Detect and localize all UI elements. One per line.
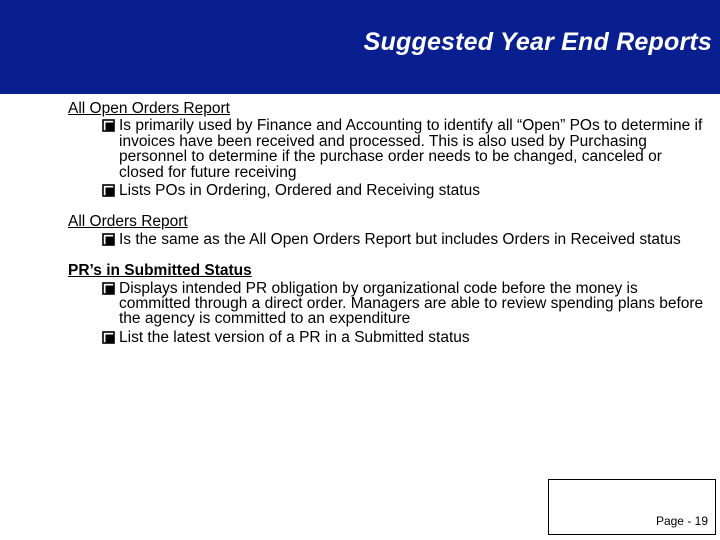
checkbox-bullet-icon [102, 282, 115, 295]
bullet-text: Lists POs in Ordering, Ordered and Receiving status [119, 182, 480, 200]
slide-content [68, 101, 708, 361]
bullet-item [98, 330, 708, 345]
bullet-text: Displays intended PR obligation by organizational code before the money is committed through a direct order. Managers are able to review spending plans before the agency is committed to an expenditure [119, 279, 704, 328]
section-heading: PR’s in Submitted Status [68, 262, 252, 280]
bullet-item [98, 183, 708, 198]
checkbox-bullet-icon [102, 119, 115, 132]
checkbox-bullet-icon [102, 233, 115, 246]
bullet-text: List the latest version of a PR in a Submitted status [119, 328, 470, 346]
bullet-item [98, 232, 708, 247]
section-prs-submitted [68, 263, 708, 345]
section-all-open-orders [68, 101, 708, 198]
section-all-orders [68, 214, 708, 247]
bullet-item [98, 281, 708, 327]
checkbox-bullet-icon [102, 331, 115, 344]
bullet-text: Is primarily used by Finance and Accounting to identify all “Open” POs to determine if invoices have been received and processed. This is also used by Purchasing personnel to determine if the purchase order needs to be changed, canceled or closed for future receiving [119, 117, 703, 181]
footer-box [548, 479, 716, 535]
slide-title: Suggested Year End Reports [363, 28, 712, 56]
checkbox-bullet-icon [102, 184, 115, 197]
page-number: Page - 19 [655, 514, 708, 528]
section-heading: All Orders Report [68, 213, 188, 231]
bullet-text: Is the same as the All Open Orders Report but includes Orders in Received status [119, 230, 681, 248]
section-heading: All Open Orders Report [68, 100, 230, 117]
bullet-item [98, 118, 708, 180]
title-bar [0, 0, 720, 94]
